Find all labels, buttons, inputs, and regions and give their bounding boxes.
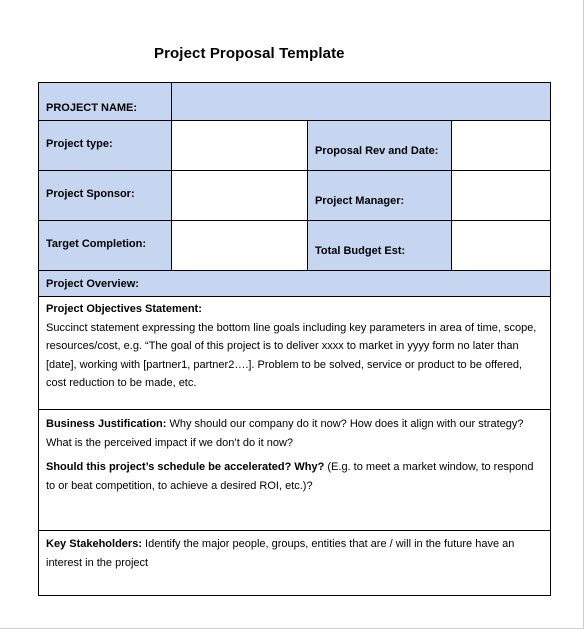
total-budget-label: Total Budget Est: bbox=[307, 221, 451, 270]
schedule-heading: Should this project’s schedule be accelerated? Why? bbox=[46, 461, 325, 473]
project-sponsor-field[interactable] bbox=[171, 171, 307, 220]
row-project-type bbox=[39, 121, 550, 171]
total-budget-field[interactable] bbox=[451, 221, 550, 270]
project-sponsor-label: Project Sponsor: bbox=[39, 171, 171, 220]
objectives-heading: Project Objectives Statement: bbox=[46, 303, 202, 315]
business-justification-heading: Business Justification: bbox=[46, 418, 167, 430]
project-manager-label: Project Manager: bbox=[307, 171, 451, 220]
proposal-rev-date-label: Proposal Rev and Date: bbox=[307, 121, 451, 170]
proposal-form bbox=[38, 82, 551, 596]
business-justification-body: Why should our company do it now? How does it align with our strategy? What is the perceived impact if we don’t do it now? bbox=[46, 418, 524, 449]
target-completion-label: Target Completion: bbox=[39, 221, 171, 270]
stakeholders-body: Identify the major people, groups, entities that are / will in the future have an interest in the project bbox=[46, 538, 515, 569]
document-title: Project Proposal Template bbox=[154, 45, 345, 62]
project-type-field[interactable] bbox=[171, 121, 307, 170]
project-name-label: PROJECT NAME: bbox=[39, 83, 171, 120]
row-target-completion bbox=[39, 221, 550, 271]
row-project-overview bbox=[39, 271, 550, 297]
project-overview-label: Project Overview: bbox=[39, 271, 550, 296]
stakeholders-section[interactable] bbox=[39, 531, 550, 595]
project-name-field[interactable] bbox=[171, 83, 551, 120]
stakeholders-heading: Key Stakeholders: bbox=[46, 538, 142, 550]
proposal-rev-date-field[interactable] bbox=[451, 121, 550, 170]
row-project-sponsor bbox=[39, 171, 550, 221]
objectives-section[interactable] bbox=[39, 297, 550, 410]
business-justification-section[interactable] bbox=[39, 410, 550, 531]
schedule-body: (E.g. to meet a market window, to respond to or beat competition, to achieve a desired ROI, etc.)? bbox=[46, 461, 534, 492]
project-type-label: Project type: bbox=[39, 121, 171, 170]
objectives-body: Succinct statement expressing the bottom line goals including key parameters in area of time, scope, resources/cost, e.g. “The goal of this project is to deliver xxxx to market in yyyy form no later than [date], working with [partner1, partner2….]. Problem to be solved, service or product to be offered, cost reduction to be made, etc. bbox=[46, 321, 537, 389]
row-project-name bbox=[39, 83, 550, 121]
target-completion-field[interactable] bbox=[171, 221, 307, 270]
project-manager-field[interactable] bbox=[451, 171, 550, 220]
